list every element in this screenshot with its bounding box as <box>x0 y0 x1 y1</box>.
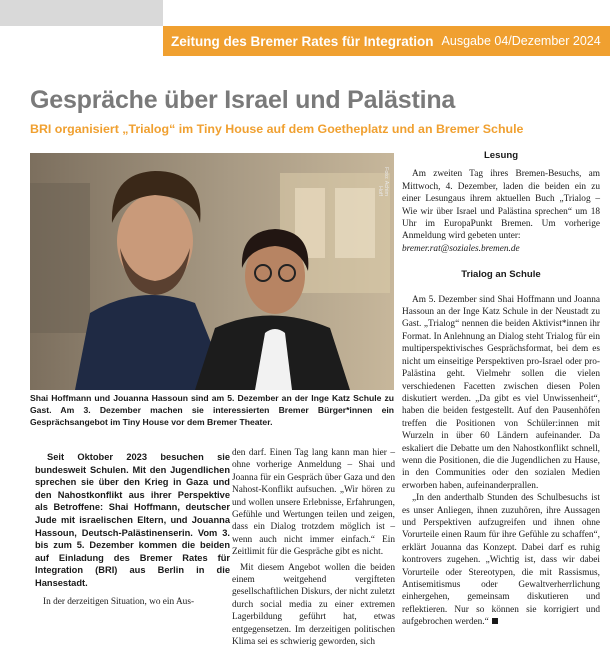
middle-column <box>232 447 395 648</box>
article-lead: Seit Oktober 2023 besuchen sie bundesweit Schulen. Mit den Jugendlichen sprechen sie über den Krieg in Gaza und den Nahostkonflikt aus ihrer Perspektive als Betroffene: Shai Hoffmann, deutscher Jude mit israelischen Eltern, und Jouanna Hassoun, Deutsch-Palästinenserin. Vom 3. bis zum 5. Dezember kommen die beiden auf Einladung des Bremer Rates für Integration (BRI) aus Berlin in die Hansestadt. <box>35 452 230 588</box>
trialog-paragraph-2 <box>402 492 600 628</box>
article-subheadline: BRI organisiert „Trialog“ im Tiny House auf dem Goetheplatz und an Bremer Schule <box>30 122 524 136</box>
section-title-lesung: Lesung <box>483 150 519 161</box>
article-headline: Gespräche über Israel und Palästina <box>30 86 456 114</box>
middle-paragraph-2: Mit diesem Angebot wollen die beiden einem weitgehend vergifteten gesellschaftlichen Diskurs, der nicht zuletzt durch social media zu einer extremen Lagerbildung geführt hat, etwas entgegensetzen. Im derzeitigen politischen Klima sei es schwierig geworden, sich <box>232 562 395 648</box>
photo-caption: Shai Hoffmann und Jouanna Hassoun sind am 5. Dezember an der Inge Katz Schule zu Gast. Am 3. Dezember machen sie interessierten Bremer Bürger*innen ein Gesprächsangebot im Tiny House vor dem Bremer Theater. <box>30 393 394 427</box>
section-spacer <box>402 255 600 269</box>
publication-title: Zeitung des Bremer Rates für Integration <box>171 33 434 49</box>
trialog-paragraph-2-text: „In den anderthalb Stunden des Schulbesuchs ist es unser Anliegen, ihnen zuzuhören, ihre Aussagen und Perspektiven aufzugreifen und ihnen ohne Vorurteile einen Raum für ihre Gefühle zu schaffen“, erklärt Jouanna das Konzept. Dabei darf es ruhig kontrovers zugehen. „Wichtig ist, dass wir dabei Vorurteile oder Stereotypen, die mit Rassismus, Antisemitismus oder Gewaltverherrlichung einhergehen, gemeinsam diskutieren und reflektieren. Nur so können sie korrigiert und aufgebrochen werden.“ <box>402 493 600 628</box>
middle-paragraph-1: den darf. Einen Tag lang kann man hier – ohne vorherige Anmeldung – Shai und Joanna für ein Gespräch über Gaza und den Nahost-Konflikt aufsuchen. „Wir hören zu und wollen unsere Erlebnisse, Erfahrungen, Gefühle und Wertungen teilen und zeigen, dass ein Dialog trotzdem möglich ist – wenn auch nicht immer einfach.“ Ein Zeitlimit für die Gespräche gibt es nicht. <box>232 448 395 558</box>
publication-header-bar <box>163 26 610 56</box>
top-gray-band <box>0 0 163 26</box>
end-of-article-mark <box>492 618 498 624</box>
right-column <box>402 150 600 628</box>
photo-illustration <box>30 153 394 390</box>
trialog-paragraph-1: Am 5. Dezember sind Shai Hoffmann und Joanna Hassoun an der Inge Katz Schule in der Neustadt zu Gast. „Trialog“ nennen die beiden Aktivist*innen ihr Format. In Anlehnung an Dialog steht Trialog für ein multiperspektivisches Gesprächsformat, bei dem es nicht um einseitige Perspektiven pro-Israel oder pro-Palästina geht. Vielmehr sollen die vielen verschiedenen Facetten zwischen diesen Polen diskutiert werden. „Da gibt es viel Unwissenheit“, haben die beiden festgestellt. Auf den Pausenhöfen treffen die Positionen von Schüler:innen mit Wurzeln in über 60 Ländern aufeinander. Da eskaliert die Debatte um den Nahostkonflikt schnell, wenn die Positionen, die die Jugendlichen zu Hause, in den Communities oder den sozialen Medien erworben haben, aufeinanderprallen. <box>402 294 600 491</box>
article-photo <box>30 153 394 390</box>
lead-continuation: In der derzeitigen Situation, wo ein Aus- <box>43 597 195 607</box>
lesung-paragraph: Am zweiten Tag ihres Bremen-Besuchs, am Mittwoch, 4. Dezember, laden die beiden ein zu einer Lesungaus ihrem aktuellen Buch „Trialog – Wie wir über Israel und Palästina sprechen“ um 18 Uhr im EuropaPunkt Bremen. Um vorherige Anmeldung wird gebeten unter: <box>402 169 600 242</box>
section-title-trialog: Trialog an Schule <box>461 269 541 281</box>
photo-credit: Foto: Achim Hoff <box>377 166 389 196</box>
issue-label: Ausgabe 04/Dezember 2024 <box>441 34 601 48</box>
contact-email-link[interactable]: bremer.rat@soziales.bremen.de <box>402 243 520 254</box>
